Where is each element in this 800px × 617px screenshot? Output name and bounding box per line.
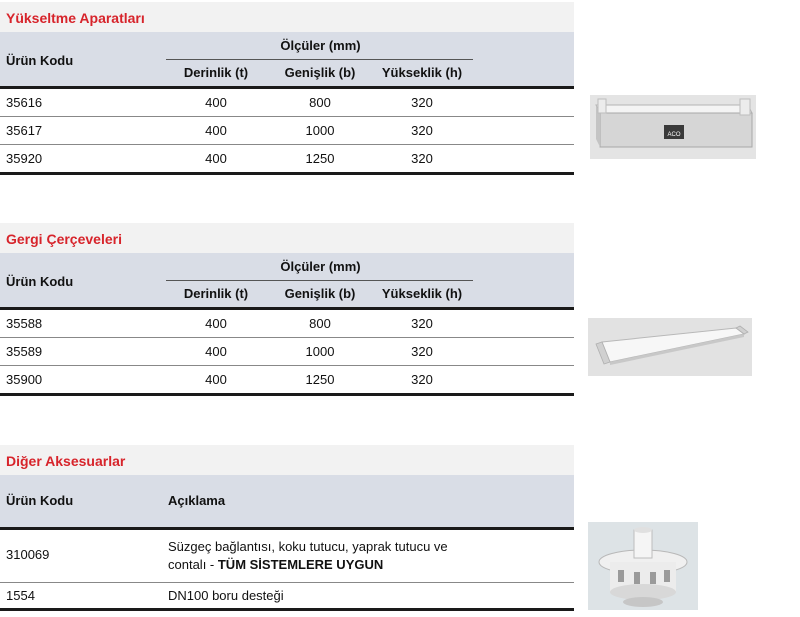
table-row <box>0 89 574 117</box>
cell-code: 35588 <box>6 316 43 331</box>
table-row <box>0 117 574 145</box>
col-header-depth: Derinlik (t) <box>183 65 249 80</box>
cell-code: 35617 <box>6 123 43 138</box>
col-header-depth: Derinlik (t) <box>183 286 249 301</box>
col-header-code: Ürün Kodu <box>6 274 74 289</box>
cell-depth: 400 <box>205 123 227 138</box>
table-header <box>0 475 574 530</box>
description-line: Süzgeç bağlantısı, koku tutucu, yaprak tutucu ve <box>168 539 448 554</box>
table-header <box>0 253 574 310</box>
header-divider <box>166 59 473 60</box>
table-row <box>0 366 574 396</box>
table-row <box>0 310 574 338</box>
cell-width: 800 <box>309 316 331 331</box>
cell-height: 320 <box>411 151 433 166</box>
col-header-width: Genişlik (b) <box>284 286 356 301</box>
cell-height: 320 <box>411 344 433 359</box>
cell-description <box>168 538 448 574</box>
cell-width: 1000 <box>305 123 335 138</box>
table-row <box>0 145 574 175</box>
section-title: Diğer Aksesuarlar <box>0 445 574 475</box>
cell-code: 35920 <box>6 151 43 166</box>
table-header <box>0 32 574 89</box>
cell-width: 800 <box>309 95 331 110</box>
cell-height: 320 <box>411 95 433 110</box>
photo-box-logo: ACO <box>667 132 681 138</box>
product-photo-drain-fitting <box>588 522 698 610</box>
product-photo-tension-frame <box>588 318 752 376</box>
cell-depth: 400 <box>205 151 227 166</box>
cell-code: 310069 <box>6 547 50 562</box>
cell-depth: 400 <box>205 95 227 110</box>
section-title: Gergi Çerçeveleri <box>0 223 574 253</box>
cell-depth: 400 <box>205 344 227 359</box>
table-row <box>0 338 574 366</box>
product-photo-raising-frame <box>590 95 756 159</box>
cell-code: 1554 <box>6 588 35 603</box>
cell-height: 320 <box>411 123 433 138</box>
table-row <box>0 530 574 583</box>
col-header-code: Ürün Kodu <box>6 493 74 508</box>
col-header-dimensions: Ölçüler (mm) <box>280 38 361 53</box>
section-title: Yükseltme Aparatları <box>0 2 574 32</box>
description-line <box>168 556 448 574</box>
cell-width: 1250 <box>305 372 335 387</box>
cell-description: DN100 boru desteği <box>168 588 284 603</box>
cell-code: 35900 <box>6 372 43 387</box>
col-header-height: Yükseklik (h) <box>381 65 463 80</box>
header-divider <box>166 280 473 281</box>
section-yukseltme-aparatlari <box>0 2 574 175</box>
col-header-width: Genişlik (b) <box>284 65 356 80</box>
cell-width: 1250 <box>305 151 335 166</box>
cell-code: 35616 <box>6 95 43 110</box>
col-header-dimensions: Ölçüler (mm) <box>280 259 361 274</box>
cell-height: 320 <box>411 372 433 387</box>
col-header-description: Açıklama <box>168 493 226 508</box>
col-header-code: Ürün Kodu <box>6 53 74 68</box>
col-header-height: Yükseklik (h) <box>381 286 463 301</box>
table-row <box>0 583 574 611</box>
cell-depth: 400 <box>205 372 227 387</box>
description-highlight: TÜM SİSTEMLERE UYGUN <box>217 557 384 572</box>
cell-code: 35589 <box>6 344 43 359</box>
cell-width: 1000 <box>305 344 335 359</box>
section-diger-aksesuarlar <box>0 445 574 611</box>
description-prefix: contalı - <box>168 557 218 572</box>
cell-height: 320 <box>411 316 433 331</box>
section-gergi-cerceveleri <box>0 223 574 396</box>
cell-depth: 400 <box>205 316 227 331</box>
